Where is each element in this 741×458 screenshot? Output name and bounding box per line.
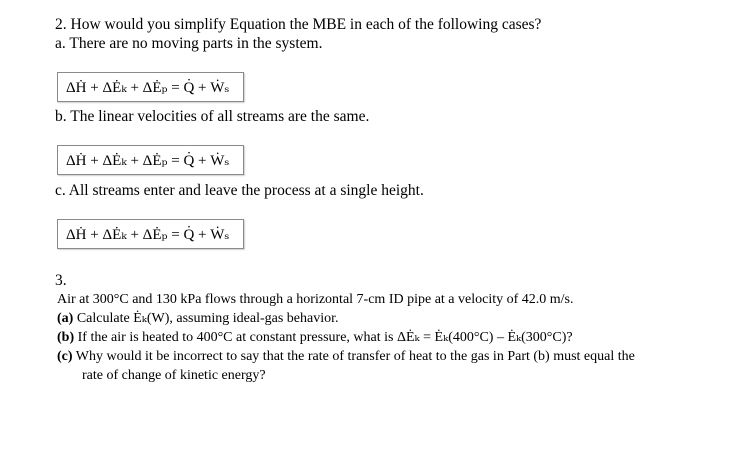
question-3-number: 3.	[55, 272, 67, 289]
part-c	[57, 348, 635, 365]
part-a-text: Calculate Ėₖ(W), assuming ideal-gas behavior.	[76, 311, 339, 326]
question-3-intro: Air at 300°C and 130 kPa flows through a horizontal 7-cm ID pipe at a velocity of 42.0 m/s.	[57, 292, 574, 307]
part-c-text-line1: Why would it be incorrect to say that the rate of transfer of heat to the gas in Part (b) must equal the	[75, 349, 635, 364]
part-a	[57, 310, 339, 327]
equation-c: ΔḢ + ΔĖₖ + ΔĖₚ = Q̇ + Ẇₛ	[66, 226, 230, 243]
equation-box-c	[57, 219, 244, 249]
part-c-line2: rate of change of kinetic energy?	[82, 368, 266, 383]
part-c-label: (c)	[57, 349, 73, 364]
part-a-label: (a)	[57, 311, 74, 326]
part-b	[57, 329, 573, 346]
equation-box-b	[57, 145, 244, 175]
equation-b: ΔḢ + ΔĖₖ + ΔĖₚ = Q̇ + Ẇₛ	[66, 152, 230, 169]
case-b-text: b. The linear velocities of all streams are the same.	[55, 108, 370, 125]
case-a-text: a. There are no moving parts in the system.	[55, 35, 323, 52]
case-c-text: c. All streams enter and leave the process at a single height.	[55, 182, 424, 199]
part-b-text: If the air is heated to 400°C at constant pressure, what is ΔĖₖ = Ėₖ(400°C) – Ėₖ(300°C)?	[77, 330, 573, 345]
part-b-label: (b)	[57, 330, 75, 345]
question-2-title: 2. How would you simplify Equation the MBE in each of the following cases?	[55, 16, 542, 33]
equation-box-a	[57, 72, 244, 102]
equation-a: ΔḢ + ΔĖₖ + ΔĖₚ = Q̇ + Ẇₛ	[66, 79, 230, 96]
